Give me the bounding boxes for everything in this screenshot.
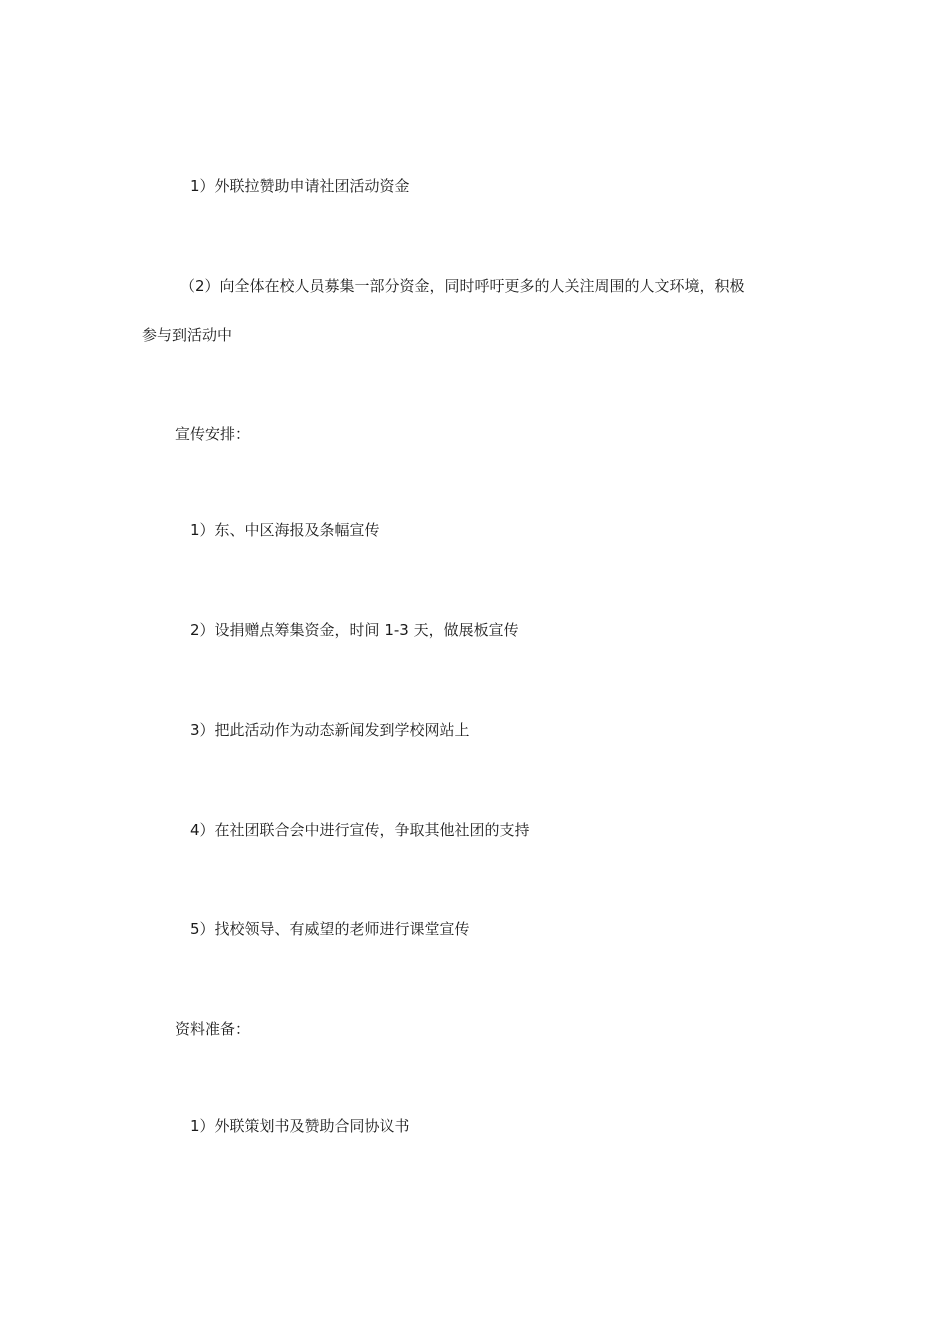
list-item-text: 设捐赠点筹集资金，时间 1-3 天，做展板宣传 bbox=[214, 621, 519, 639]
materials-heading: 资料准备： bbox=[175, 1020, 251, 1038]
list-marker: 1） bbox=[190, 177, 215, 195]
funding-item-2-continuation bbox=[142, 325, 232, 345]
materials-item-1 bbox=[190, 1116, 410, 1136]
list-item-text: 找校领导、有威望的老师进行课堂宣传 bbox=[214, 920, 470, 938]
publicity-item-3 bbox=[190, 720, 470, 740]
list-marker: 3） bbox=[190, 721, 215, 739]
list-item-text: 向全体在校人员募集一部分资金，同时呼吁更多的人关注周围的人文环境，积极 bbox=[219, 277, 745, 295]
list-item-text: 外联策划书及赞助合同协议书 bbox=[214, 1117, 410, 1135]
publicity-item-2 bbox=[190, 620, 519, 640]
publicity-item-5 bbox=[190, 919, 470, 939]
funding-item-1 bbox=[190, 176, 410, 196]
funding-item-2 bbox=[180, 276, 745, 296]
list-item-text: 参与到活动中 bbox=[142, 326, 233, 344]
list-marker: 2） bbox=[190, 621, 215, 639]
list-marker: （2） bbox=[180, 277, 220, 295]
publicity-item-1 bbox=[190, 520, 380, 540]
list-marker: 1） bbox=[190, 521, 215, 539]
list-marker: 4） bbox=[190, 821, 215, 839]
publicity-item-4 bbox=[190, 820, 530, 840]
publicity-heading: 宣传安排： bbox=[175, 425, 251, 443]
list-marker: 5） bbox=[190, 920, 215, 938]
list-item-text: 东、中区海报及条幅宣传 bbox=[214, 521, 380, 539]
list-item-text: 外联拉赞助申请社团活动资金 bbox=[214, 177, 410, 195]
list-item-text: 把此活动作为动态新闻发到学校网站上 bbox=[214, 721, 470, 739]
list-marker: 1） bbox=[190, 1117, 215, 1135]
list-item-text: 在社团联合会中进行宣传，争取其他社团的支持 bbox=[214, 821, 530, 839]
